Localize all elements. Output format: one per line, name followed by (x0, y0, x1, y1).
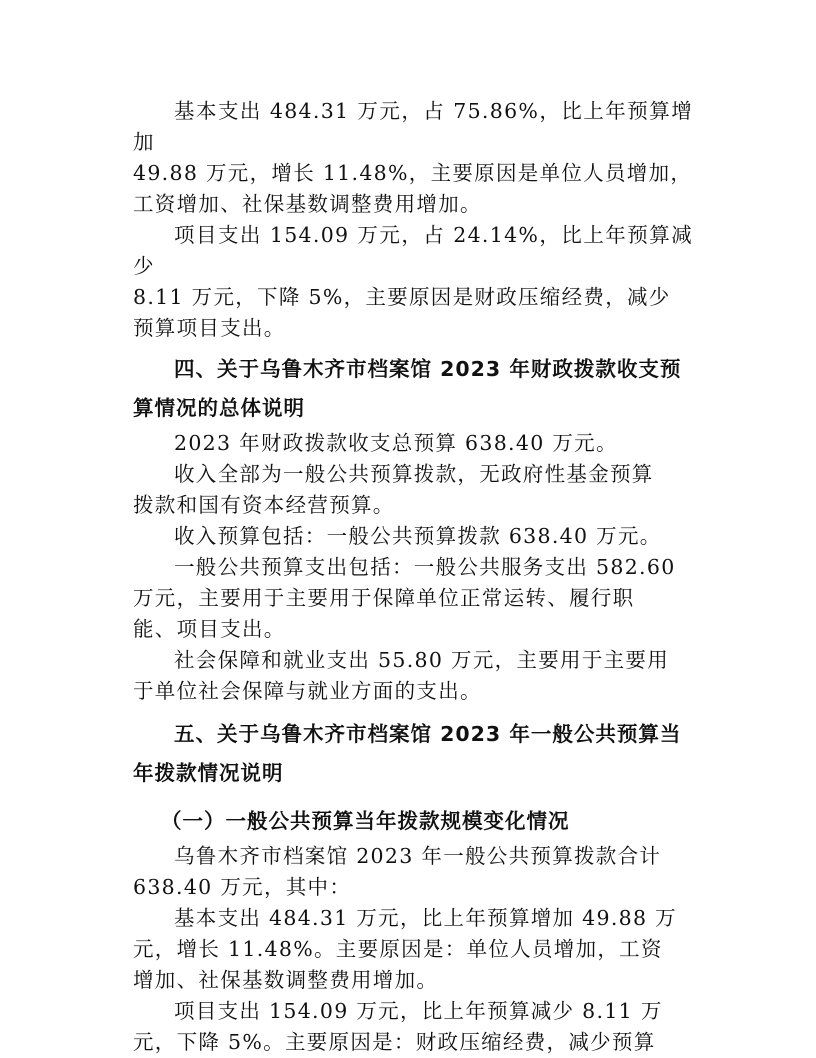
paragraph-total-budget (133, 428, 693, 459)
document-page (133, 96, 693, 1058)
text-line: 元，下降 5%。主要原因是：财政压缩经费，减少预算 (133, 1030, 656, 1054)
text-line: 收入预算包括：一般公共预算拨款 638.40 万元。 (174, 524, 662, 548)
heading-line: 五、关于乌鲁木齐市档案馆 2023 年一般公共预算当 (174, 722, 682, 746)
text-line: 收入全部为一般公共预算拨款，无政府性基金预算 (174, 462, 654, 486)
paragraph-basic-expenditure (133, 96, 693, 220)
text-line: 增加、社保基数调整费用增加。 (133, 968, 439, 992)
text-line: 638.40 万元，其中： (133, 875, 352, 899)
text-line: 于单位社会保障与就业方面的支出。 (133, 679, 482, 703)
text-line: 项目支出 154.09 万元，占 24.14%，比上年预算减少 (133, 223, 693, 278)
text-line: 工资增加、社保基数调整费用增加。 (133, 192, 482, 216)
paragraph-project-expenditure (133, 220, 693, 344)
paragraph-income-composition (133, 459, 693, 521)
paragraph-general-budget-total (133, 841, 693, 903)
text-line: 49.88 万元，增长 11.48%，主要原因是单位人员增加， (133, 161, 693, 185)
paragraph-social-security (133, 645, 693, 707)
text-line: 社会保障和就业支出 55.80 万元，主要用于主要用 (174, 648, 670, 672)
section-heading-4 (133, 350, 693, 428)
section-heading-5 (133, 715, 693, 793)
text-line: 8.11 万元，下降 5%，主要原因是财政压缩经费，减少 (133, 285, 671, 309)
text-line: 万元，主要用于主要用于保障单位正常运转、履行职 (133, 586, 635, 610)
text-line: 基本支出 484.31 万元，占 75.86%，比上年预算增加 (133, 99, 693, 154)
text-line: 乌鲁木齐市档案馆 2023 年一般公共预算拨款合计 (174, 844, 662, 868)
text-line: 一般公共预算支出包括：一般公共服务支出 582.60 (174, 555, 676, 579)
heading-line: 四、关于乌鲁木齐市档案馆 2023 年财政拨款收支预 (174, 357, 682, 381)
text-line: 能、项目支出。 (133, 617, 286, 641)
heading-line: 年拨款情况说明 (133, 761, 284, 785)
paragraph-basic-expenditure-change (133, 903, 693, 996)
text-line: 2023 年财政拨款收支总预算 638.40 万元。 (174, 431, 618, 455)
text-line: 项目支出 154.09 万元，比上年预算减少 8.11 万 (174, 999, 663, 1023)
heading-line: 算情况的总体说明 (133, 396, 305, 420)
subsection-heading-1: （一）一般公共预算当年拨款规模变化情况 (161, 809, 570, 833)
text-line: 拨款和国有资本经营预算。 (133, 493, 395, 517)
paragraph-general-expenditure (133, 552, 693, 645)
paragraph-income-budget (133, 521, 693, 552)
paragraph-project-expenditure-change (133, 996, 693, 1058)
text-line: 预算项目支出。 (133, 316, 286, 340)
text-line: 元，增长 11.48%。主要原因是：单位人员增加，工资 (133, 937, 663, 961)
text-line: 基本支出 484.31 万元，比上年预算增加 49.88 万 (174, 906, 677, 930)
